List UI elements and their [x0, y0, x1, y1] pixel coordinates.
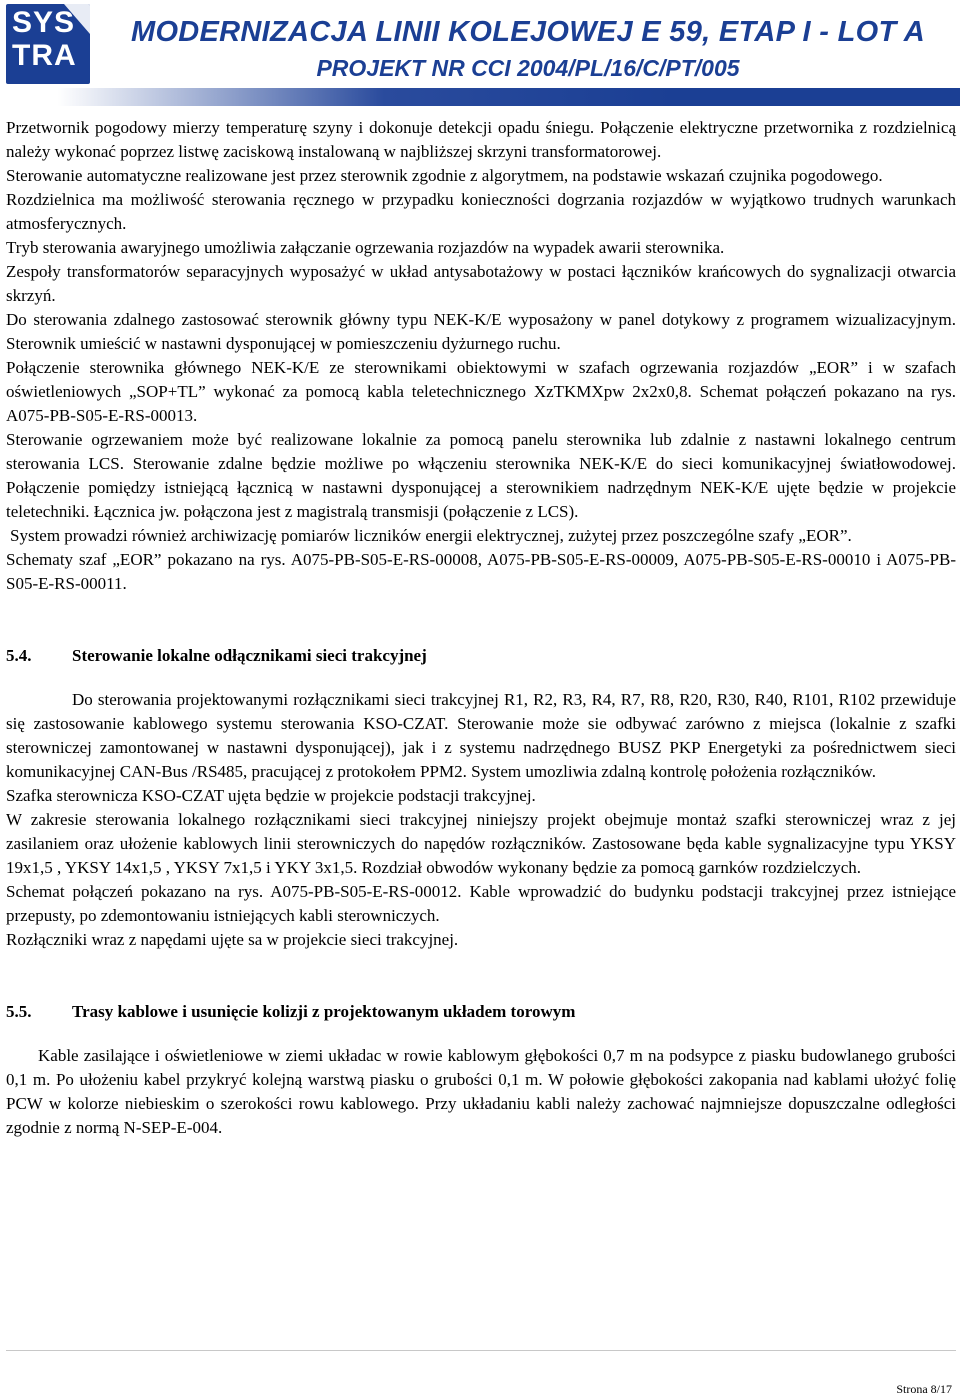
paragraph: Rozdzielnica ma możliwość sterowania ręcznego w przypadku konieczności dogrzania rozjazdów w wyjątkowo trudnych warunkach atmosferycznych. [6, 190, 956, 233]
paragraph: Sterowanie ogrzewaniem może być realizowane lokalnie za pomocą panelu sterownika lub zdalnie z nastawni lokalnego centrum sterowania LCS. Sterowanie zdalne będzie możliwe po włączeniu sterownika NEK-K/E do sieci komunikacyjnej światłowodowej. Połączenie pomiędzy istniejącą łącznicą w nastawni dysponującej a sterownikiem nadrzędnym NEK-K/E ujęte będzie w projekcie teletechniki. Łącznica jw. połączona jest z magistralą transmisji (połączenie z LCS). [6, 430, 956, 521]
logo-text [12, 6, 84, 72]
paragraph: Kable zasilające i oświetleniowe w ziemi układac w rowie kablowym głębokości 0,7 m na podsypce z piasku budowlanego grubości 0,1 m. Po ułożeniu kabel przykryć kolejną warstwą piasku o grubości 0,1 m. W połowie głębokości zakopania nad kablami ułożyć folię PCW w kolorze niebieskim o szerokości rowu kablowego. Przy układaniu kabli należy zachować najmniejsze dopuszczalne odległości zgodnie z normą N-SEP-E-004. [6, 1046, 956, 1137]
paragraph: Przetwornik pogodowy mierzy temperaturę szyny i dokonuje detekcji opadu śniegu. Połączenie elektryczne przetwornika z rozdzielnicą należy wykonać poprzez listwę zaciskową instalowaną w najbliższej skrzyni transformatorowej. [6, 118, 956, 161]
paragraph: Do sterowania projektowanymi rozłącznikami sieci trakcyjnej R1, R2, R3, R4, R7, R8, R20, R30, R40, R101, R102 przewiduje się zastosowanie kablowego systemu sterowania KSO-CZAT. Sterowanie może sie odbywać zarówno z miejsca (lokalnie z szafki sterowniczej zamontowanej w nastawni dysponującej), jak i z systemu nadrzędnego BUSZ PKP Energetyki za pośrednictwem sieci komunikacyjnej CAN-Bus /RS485, pracującej z protokołem PPM2. System umozliwia zdalną kontrolę położenia rozłączników. [6, 690, 956, 781]
page-header [0, 0, 960, 110]
paragraph: Tryb sterowania awaryjnego umożliwia załączanie ogrzewania rozjazdów na wypadek awarii sterownika. [6, 238, 725, 257]
paragraph: Sterowanie automatyczne realizowane jest przez sterownik zgodnie z algorytmem, na podstawie wskazań czujnika pogodowego. [6, 166, 883, 185]
spacer [6, 1024, 956, 1044]
logo-line-1: SYS [12, 6, 76, 39]
paragraph: System prowadzi również archiwizację pomiarów liczników energii elektrycznej, zużytej przez poszczególne szafy „EOR”. [10, 526, 852, 545]
section-number: 5.5. [6, 1002, 32, 1021]
paragraph: Schemat połączeń pokazano na rys. A075-PB-S05-E-RS-00012. Kable wprowadzić do budynku podstacji trakcyjnej przez istniejące przepusty, po zdemontowaniu istniejących kabli sterowniczych. [6, 882, 956, 925]
paragraph: W zakresie sterowania lokalnego rozłącznikami sieci trakcyjnej niniejszy projekt obejmuje montaż szafki sterowniczej wraz z jej zasilaniem oraz ułożenie kablowych linii sterowniczych do napędów rozłączników. Zastosowane będa kable sygnalizacyjne typu YKSY 19x1,5 , YKSY 14x1,5 , YKSY 7x1,5 i YKY 3x1,5. Rozdział obwodów wykonany będzie za pomocą garnków rozdzielczych. [6, 810, 956, 877]
section-number: 5.4. [6, 646, 32, 665]
section-title: Sterowanie lokalne odłącznikami sieci trakcyjnej [72, 646, 427, 665]
project-title: MODERNIZACJA LINII KOLEJOWEJ E 59, ETAP I - LOT A [130, 16, 925, 48]
page-number: Strona 8/17 [896, 1382, 952, 1396]
paragraph: Połączenie sterownika głównego NEK-K/E ze sterownikami obiektowymi w szafach ogrzewania rozjazdów „EOR” i w szafach oświetleniowych „SOP+TL” wykonać za pomocą kabla teletechnicznego XzTKMXpw 2x2x0,8. Schemat połączeń pokazano na rys. A075-PB-S05-E-RS-00013. [6, 358, 956, 425]
document-body [6, 116, 956, 1140]
paragraph: Rozłączniki wraz z napędami ujęte sa w projekcie sieci trakcyjnej. [6, 930, 459, 949]
spacer [6, 952, 956, 1000]
section-title: Trasy kablowe i usunięcie kolizji z projektowanym układem torowym [72, 1002, 576, 1021]
paragraph: Zespoły transformatorów separacyjnych wyposażyć w układ antysabotażowy w postaci łączników krańcowych do sygnalizacji otwarcia skrzyń. [6, 262, 956, 305]
paragraph: Szafka sterownicza KSO-CZAT ujęta będzie w projekcie podstacji trakcyjnej. [6, 786, 536, 805]
paragraph: Do sterowania zdalnego zastosować sterownik główny typu NEK-K/E wyposażony w panel dotykowy z programem wizualizacyjnym. Sterownik umieścić w nastawni dysponującej w pomieszczeniu dyżurnego ruchu. [6, 310, 956, 353]
systra-logo [6, 4, 90, 84]
footer-rule [6, 1350, 956, 1351]
section-heading-5-5 [6, 1000, 956, 1024]
project-number: PROJEKT NR CCI 2004/PL/16/C/PT/005 [316, 55, 740, 81]
header-bar [0, 88, 960, 106]
section-heading-5-4 [6, 644, 956, 668]
logo-line-2: TRA [12, 39, 77, 72]
spacer [6, 596, 956, 644]
paragraph: Schematy szaf „EOR” pokazano na rys. A075-PB-S05-E-RS-00008, A075-PB-S05-E-RS-00009, A075-PB-S05-E-RS-00010 i A075-PB-S05-E-RS-00011. [6, 550, 956, 593]
spacer [6, 668, 956, 688]
